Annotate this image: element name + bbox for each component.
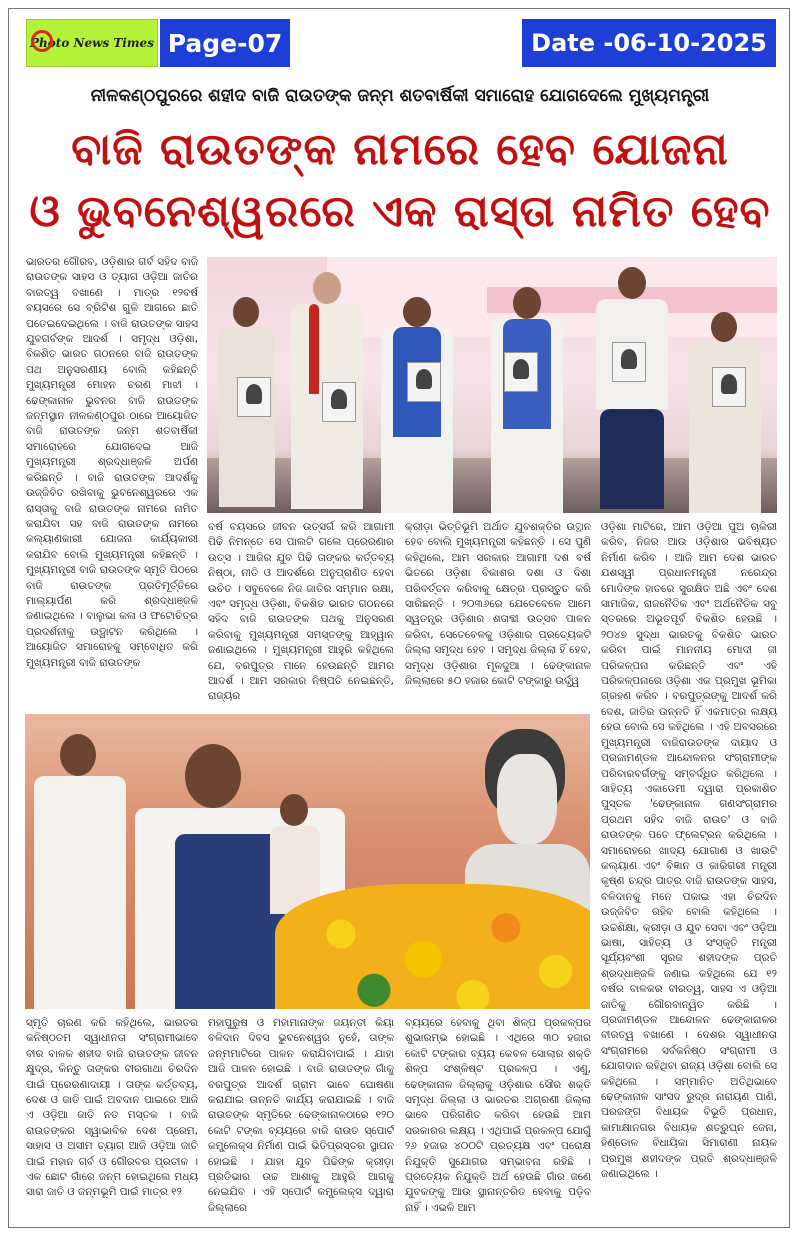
date-badge: Date -06-10-2025	[522, 19, 776, 67]
marigold-garland	[275, 884, 590, 1009]
book-copy	[237, 377, 271, 417]
newspaper-logo	[26, 19, 158, 67]
article-kicker: ନୀଳକଣ୍ଠପୁରରେ ଶହୀଦ ବାଜି ରାଉତଙ୍କ ଜନ୍ମ ଶତବାର୍ଷିକୀ ସମାରୋହ ଯୋଗଦେଲେ ମୁଖ୍ୟମନ୍ତ୍ରୀ	[90, 86, 710, 106]
book-copy	[504, 352, 538, 392]
headline-line-2: ଓ ଭୁବନେଶ୍ୱରରେ ଏକ ରାସ୍ତା ନାମିତ ହେବ	[29, 186, 771, 237]
article-column-right: ଓଡ଼ିଶା ମାଟିରେ, ଆମ ଓଡ଼ିଆ ପୁଅ ଚାକିରୀ କରିବ, ନିଜର ଆଉ ଓଡ଼ିଶାର ଭବିଷ୍ୟତ ନିର୍ମାଣ କରିବ । ଆଜି ଆମ ଦେଶ ଭାରତ ଯଶସ୍ୱୀ ପ୍ରଧାନମନ୍ତ୍ରୀ ନରେନ୍ଦ୍ର ମୋଦିଙ୍କ ହାତରେ ସୁରକ୍ଷିତ ଅଛି ଏବଂ ଦେଶ ସାମାଜିକ, ରାଜନୈତିକ ଏବଂ ଅର୍ଥନୈତିକ ସବୁ ସ୍ତରରେ ଅଭୂତପୂର୍ବ ବିକଶିତ ହେଉଛି । ୨୦୪୭ ସୁଦ୍ଧା ଭାରତକୁ ବିକଶିତ ଭାରତ କରିବା ପାଇଁ ମାନନୀୟ ମୋଦୀ ଜୀ ପରିକଳ୍ପନା କରିଛନ୍ତି ଏବଂ ଏହି ପରିକଳ୍ପନାରେ ଓଡ଼ିଶା ଏକ ପ୍ରମୁଖ ଭୂମିକା ଗ୍ରହଣ କରିବ । ବରପୁତ୍ରଙ୍କୁ ଆଦର୍ଶ କରି ଦେଶ, ଜାତିର ଉନ୍ନତି ହିଁ ଏକମାତ୍ର ଲକ୍ଷ୍ୟ ହେଉ ବୋଲି ସେ କହିଥିଲେ । ଏହି ଅବସରରେ ମୁଖ୍ୟମନ୍ତ୍ରୀ ବାଜିରାଉତଙ୍କ ଦାୟାଦ ଓ ପ୍ରଜାମଣ୍ଡଳ ଆନ୍ଦୋଳନର ସଂଗ୍ରାମୀଙ୍କ ପରିବାରବର୍ଗଙ୍କୁ ସମ୍ବର୍ଦ୍ଧିତ କରିଥିଲେ । ସାହିତ୍ୟ ଏକାଡେମୀ ଦ୍ୱାରା ପ୍ରକାଶିତ ପୁସ୍ତକ 'ଢେଙ୍କାନାଳ ଗଣସଂଗ୍ରାମର ପ୍ରଥମ ସହିଦ ବାଜି ରାଉତ' ଓ ବାଜି ରାଉତଙ୍କ ପତେ ଫ୍ଲେଟ୍ରନ କରିଥିଲେ । ସମାରୋହରେ ଖାଦ୍ୟ ଯୋଗାଣ ଓ ଖାଉଟି କଲ୍ୟାଣ ଏବଂ ବିଜ୍ଞାନ ଓ କାରିଗରୀ ମନ୍ତ୍ରୀ କୃଷ୍ଣ ଚନ୍ଦ୍ର ପାତ୍ର ବାଜି ରାଉତଙ୍କ ସାହସ, ବଳିଦାନକୁ ମନେ ପକାଇ ଏହା ଚିରଦିନ ଉଜ୍ଜିବିତ ରହିବ ବୋଲି କହିଥିଲେ । ଉଚ୍ଚଶିକ୍ଷା, କ୍ରୀଡ଼ା ଓ ଯୁବ ସେବା ଏବଂ ଓଡ଼ିଆ ଭାଷା, ସାହିତ୍ୟ ଓ ସଂସ୍କୃତି ମନ୍ତ୍ରୀ ସୂର୍ଯ୍ୟବଂଶୀ ସୂରଜ ଶହୀଦଙ୍କ ପ୍ରତି ଶ୍ରଦ୍ଧାଞ୍ଜଳି ଜଣାଇ କହିଥିଲେ ଯେ ୧୨ ବର୍ଷର ବାଳକର ବୀରତ୍ୱ, ସାହସ ଏ ଓଡ଼ିଆ ଜାତିକୁ ଗୌରବାନ୍ୱିତ କରିଛି । ପ୍ରଜାମଣ୍ଡଳ ଆନ୍ଦୋଳନ ଢେଙ୍କାନାଳର ବୀରତ୍ୱ ବଖାଣେ । ଦେଶର ସ୍ୱାଧୀନତା ସଂଗ୍ରାମରେ ସର୍ବକନିଷ୍ଠ ସଂଗ୍ରାମୀ ଓ ଯୋଗଦାନ ରହିଥିବା ରାଜ୍ୟ ଓଡ଼ିଶା ବୋଲି ସେ କହିଥିଲେ । ସମ୍ମାନିତ ଅତିଥିଭାବେ ଢେଙ୍କାନାଳ ସାଂସଦ ରୁଦ୍ର ନାରାୟଣ ପାଣି, ପରଜଙ୍ଗ ବିଧାୟକ ବିଭୂତି ପ୍ରଧାନ, କାମାକ୍ଷାନଗର ବିଧାୟକ ଶତ୍ରୁଘ୍ନ ଜେନା, ହିଣ୍ଡୋଳ ବିଧାୟିକା ସିମାରାଣୀ ନାୟକ ପ୍ରମୁଖ ଶହୀଦଙ୍କ ପ୍ରତି ଶ୍ରଦ୍ଧାଞ୍ଜଳି ଜଣାଇଥିଲେ ।	[601, 521, 777, 1181]
book-copy	[322, 382, 356, 422]
headline-line-1: ବାଜି ରାଉତଙ୍କ ନାମରେ ହେବ ଯୋଜନା	[71, 124, 729, 175]
dignitary-4	[487, 287, 567, 513]
dignitary-3	[377, 297, 457, 513]
article-column-bottom-3: ବ୍ୟୟରେ ହେବାକୁ ଥିବା ଶିଳ୍ପ ପ୍ରକଳ୍ପର ଶୁଭାରମ୍ଭ ହୋଇଛି । ଏଥିରେ ୩୦ ହଜାର କୋଟି ଟଙ୍କାର ବ୍ୟୟ କେବଳ ସୋଲାର ଶକ୍ତି ଶିଳ୍ପ ସଂଶ୍ଳିଷ୍ଟ ପ୍ରକଳ୍ପ । ଏଣୁ, ଢେଙ୍କାନାଳ ଜିଲ୍ଲାକୁ ଓଡ଼ିଶାର ସୌର ଶକ୍ତି ସମୃଦ୍ଧ ଜିଲ୍ଲା ଓ ଭାରତର ଅଗ୍ରଣୀ ଜିଲ୍ଲା ଭାବେ ପରିଗଣିତ କରିବା ହେଉଛି ଆମ ସରକାରର ଲକ୍ଷ୍ୟ । ଏଥିପାଇଁ ପ୍ରକଳ୍ପ ଯୋଗୁଁ ୨୬ ହଜାର ୪୦୦ଟି ପ୍ରତ୍ୟକ୍ଷ ଏବଂ ପରୋକ୍ଷ ନିଯୁକ୍ତି ସୁଯୋଗର ସମ୍ଭାବନା ରହିଛି । ପ୍ରତ୍ୟେକ ନିଯୁକ୍ତି ଅର୍ଥ ହେଉଛି ଗାଁର ଜଣେ ଯୁବକଙ୍କୁ ଆଉ ସ୍ଥାନାନ୍ତରିତ ହେବାକୁ ପଡ଼ିବ ନାହିଁ । ଏଭଳି ଆମ	[405, 1017, 591, 1214]
page-number-badge: Page-07	[160, 19, 290, 67]
book-release-photo	[207, 257, 777, 513]
article-column-middle: ବର୍ଷ ବୟସରେ ଜୀବନ ଉତ୍ସର୍ଗ କରି ଆଗାମୀ ପିଢି ନିମନ୍ତେ ସେ ପାଲଟି ଗଲେ ପ୍ରେରଣାର ଉତ୍ସ । ଆଜିର ଯୁବ ପିଢି ତାଙ୍କର କର୍ତ୍ତବ୍ୟ ନିଷ୍ଠା, ନୀତି ଓ ଆଦର୍ଶରେ ଅନୁପ୍ରାଣିତ ହେବା ଉଚିତ । ସବୁବେଳେ ନିଜ ଜାତିର ସମ୍ମାନ ରକ୍ଷା, ଏବଂ ସମୃଦ୍ଧ ଓଡ଼ିଶା, ବିକଶିତ ଭାରତ ଗଠନରେ ସହିଦ ବାଜି ରାଉତଙ୍କ ପଥକୁ ଅନୁସରଣ କରିବାକୁ ମୁଖ୍ୟମନ୍ତ୍ରୀ ସମସ୍ତଙ୍କୁ ଆହ୍ୱାନ ଜଣାଇଥିଲେ । ମୁଖ୍ୟମନ୍ତ୍ରୀ ଆହୁରି କହିଥିଲେ ଯେ, ବରପୁତ୍ର ମାନେ ହେଉଛନ୍ତି ଆମର ଆଦର୍ଶ । ଆମ ସରକାର ନିଷ୍ପତି ନେଇଛନ୍ତି, ରାଜ୍ୟର	[208, 521, 394, 703]
article-column-left: ଭାରତର ଗୌରବ, ଓଡ଼ିଶାର ଗର୍ବ ସହିଦ ବାଜି ରାଉତଙ୍କ ସାହସ ଓ ତ୍ୟାଗ ଓଡ଼ିଆ ଜାତିର ବାରତ୍ୱ ବଖାଣେ । ମାତ୍ର ୧୨ବର୍ଷ ବୟସରେ ସେ ବ୍ରିଟିଶ ଗୁଳି ଆଗରେ ଛାତି ପତେଇଦେଇଥିଲେ । ବାଜି ରାଉତଙ୍କ ସାହସ ଯୁବଗର୍ବଙ୍କ ଆଦର୍ଶ । ସମୃଦ୍ଧ ଓଡ଼ିଶା, ବିକଶିତ ଭାରତ ଗଠନରେ ବାଜି ରାଉତଙ୍କ ପଥ ଅନୁସରଣୀୟ ବୋଲି କହିଛନ୍ତି ମୁଖ୍ୟମନ୍ତ୍ରୀ ମୋହନ ଚରଣ ମାଝୀ । ଢେଙ୍କାନାଳ ଭୁବନର ବାଜି ରାଉତଙ୍କ ଜନ୍ମସ୍ଥାନ ନୀଳକଣ୍ଠପୁର ଠାରେ ଆୟୋଜିତ ବାଜି ରାଉତଙ୍କ ଜନ୍ମ ଶତବାର୍ଷିକୀ ସମାରୋହରେ ଯୋଗଦେଇ ଆଜି ମୁଖ୍ୟମନ୍ତ୍ରୀ ଶ୍ରଦ୍ଧାଞ୍ଜଳି ଅର୍ପଣ କରିଛନ୍ତି । ବାଜି ରାଉତଙ୍କ ଆଦର୍ଶକୁ ଉଜ୍ଜିବିତ ରଖିବାକୁ ଭୁବନେଶ୍ୱରରେ ଏକ ରାସ୍ତାକୁ ବାଜି ରାଉତଙ୍କ ନାମରେ ନାମିତ କରାଯିବା ସହ ବାଜି ରାଉତଙ୍କ ନାମରେ କଲ୍ୟାଣକାରୀ ଯୋଜନା କାର୍ଯ୍ୟକାରୀ କରାଯିବ ବୋଲି ମୁଖ୍ୟମନ୍ତ୍ରୀ କହିଛନ୍ତି । ମୁଖ୍ୟମନ୍ତ୍ରୀ ବାଜି ରାଉତଙ୍କ ସ୍ମୃତି ପିଠରେ ବାଜି ରାଉତଙ୍କ ପ୍ରତିମୂର୍ତ୍ତିରେ ମାଲ୍ୟାର୍ପଣ କରି ଶ୍ରଦ୍ଧାଞ୍ଜଳି ଜଣାଇଥିଲେ । ବାଲୁଭା କଳା ଓ ଫଟୋଚିତ୍ର ପ୍ରଦର୍ଶନୀକୁ ଉଦ୍ଘାଟନ କରିଥିଲେ । ଆୟୋଜିତ ସମାରୋହକୁ ସମ୍ବୋଧିତ କରି ମୁଖ୍ୟମନ୍ତ୍ରୀ ବାଜି ରାଉତଙ୍କ	[26, 256, 198, 669]
article-column-center-right: କ୍ରୀଡ଼ା ଭିତ୍ତିଭୂମି ଅର୍ଥାତ ଯୁବଶକ୍ତିର ଉତ୍ଥାନ ହେବ ବୋଲି ମୁଖ୍ୟମନ୍ତ୍ରୀ କହିଛନ୍ତି । ସେ ପୁଣି କହିଥିଲେ, ଆମ ସରକାର ଆଗାମୀ ଦଶ ବର୍ଷ ଭିତରେ ଓଡ଼ିଶା ବିକାଶର ଦଶା ଓ ଦିଶା ପରିବର୍ତ୍ତନ କରିବାକୁ କ୍ଷେତ୍ର ପ୍ରସ୍ତୁତ କରି ସାରିଛନ୍ତି । ୨୦୩୬ରେ ଯେତେବେଳେ ଆମେ ସ୍ୱତନ୍ତ୍ର ଓଡ଼ିଶାର ଶତାବ୍ଦୀ ଉତ୍ସବ ପାଳନ କରିବା, ସେତେବେଳକୁ ଓଡ଼ିଶାର ପ୍ରତ୍ୟେକଟି ଜିଲ୍ଲା ସମୃଦ୍ଧ ହେବ । ସମୃଦ୍ଧ ଜିଲ୍ଲା ହିଁ ହେବ, ସମୃଦ୍ଧ ଓଡ଼ିଶାର ମୂଳଦୁଆ । ଢେଙ୍କାନାଳ ଜିଲ୍ଲାରେ ୫୦ ହଜାର କୋଟି ଟଙ୍କାରୁ ଉର୍ଦ୍ଧ୍ୱ	[405, 521, 591, 688]
article-column-bottom-1: ସ୍ମୃତି ଚାରଣ କରି କହିଥିଲେ, ଭାରତର କନିଷ୍ଠତମ ସ୍ୱାଧୀନତା ସଂଗ୍ରାମୀଭାବେ ବୀର ବାଳକ ଶହୀଦ ବାଜି ରାଉତଙ୍କ ଜୀବନ କ୍ଷୁଦ୍ର, କିନ୍ତୁ ତାଙ୍କର ବୀରଗାଥା ଚିରଦିନ ପାଇଁ ପ୍ରେରଣାଦାୟୀ । ତାଙ୍କ କର୍ତ୍ତବ୍ୟ, ଦେଶ ଓ ଜାତି ପାଇଁ ଅବଦାନ ପାଇରେ ଆଜି ଏ ଓଡ଼ିଆ ଜାତି ନତ ମସ୍ତକ । ବାଜି ରାଉତଙ୍କର ସ୍ୱାଭାବିକ ଦେଶ ପ୍ରେମ, ସାହାସ ଓ ଅସୀମ ତ୍ୟାଗ ଆଜି ଓଡ଼ିଆ ଜାତି ପାଇଁ ମହାନ ଗର୍ବ ଓ ଗୌରବର ପ୍ରତୀକ । ଏକ ଛୋଟ ଗାଁରେ ଜନ୍ମ ହୋଇଥିଲେ ମଧ୍ୟ ସାରା ଜାତି ଓ ଜନ୍ମଭୂମି ପାଇଁ ମାତ୍ର ୧୨	[26, 1017, 198, 1199]
book-copy	[712, 367, 746, 407]
logo-text: Photo News Times	[30, 36, 154, 50]
camera-logo-icon	[31, 30, 53, 52]
attendee-left	[30, 734, 130, 1009]
book-copy	[407, 362, 441, 402]
dignitary-6	[685, 312, 765, 513]
dignitary-5	[592, 267, 672, 513]
book-copy	[612, 342, 646, 382]
attendee-back	[270, 794, 320, 914]
tribute-photo	[25, 714, 590, 1009]
article-column-bottom-2: ମହାପୁରୁଷ ଓ ମହାମାନାଙ୍କ ଜୟନ୍ତୀ କିୟା ବଳିଦାନ ଦିବସ ଭୁବନେଶ୍ୱର ନୁହେଁ, ତାଙ୍କ ଜନ୍ମମାଟିରେ ପାଳନ କରାଯିବାପାଇଁ । ଯାହା ଆଜି ପାଳନ ହୋଇଛି । ବାଜି ରାଉତଙ୍କ ଗାଁକୁ ବରପୁତ୍ର ଆଦର୍ଶ ଗ୍ରାମ ଭାବେ ଘୋଷଣା କରାଯାଇ ଉନ୍ନତି କାର୍ଯ୍ୟ କରାଯାଇଛି । ବାଜି ରାଉତଙ୍କ ସ୍ମୃତିରେ ଢେଙ୍କାନାଳଠାରେ ୧୨୦ କୋଟି ଟଙ୍କା ବ୍ୟୟରେ ବାଜି ରାଉତ ସ୍ପୋର୍ଟ କମ୍ପ୍ଲେକ୍ସ ନିର୍ମାଣ ପାଇଁ ଭିତିପ୍ରସ୍ତର ସ୍ଥାପନ ହୋଇଛି । ଯାହା ଯୁବ ପିଢିଙ୍କ କ୍ରୀଡ଼ା ପ୍ରତିଭାର ଉଚ୍ଚ ଆଶାକୁ ଆହୁରି ଆଗକୁ ନେଇଯିବ । ଏହି ସ୍ପୋର୍ଟ କମ୍ପ୍ଲେକ୍ସ ଦ୍ୱାରା ଜିଲ୍ଲାରେ	[208, 1017, 394, 1214]
